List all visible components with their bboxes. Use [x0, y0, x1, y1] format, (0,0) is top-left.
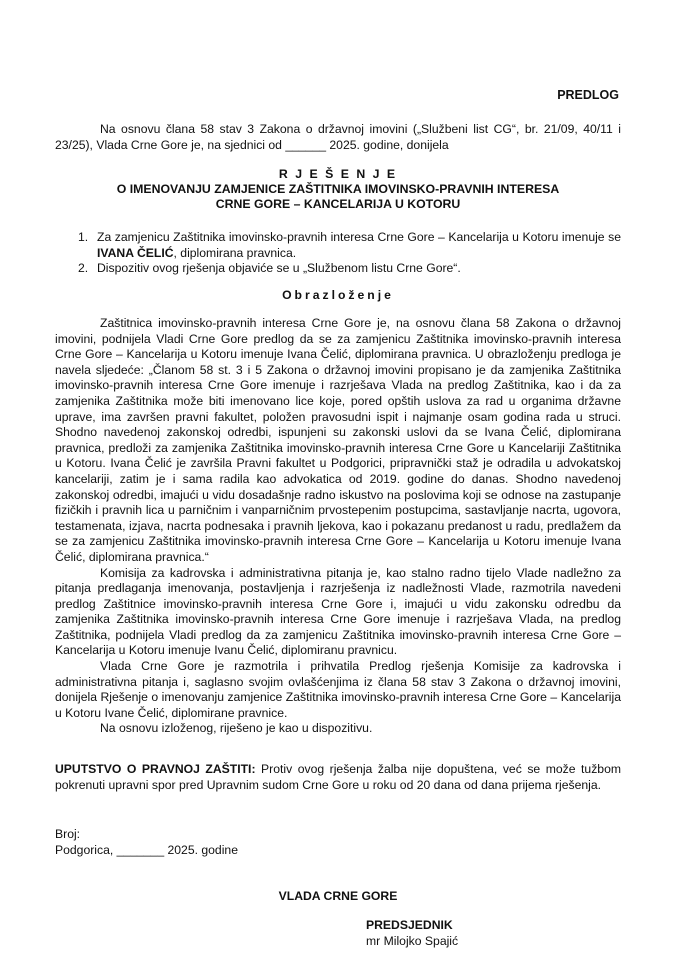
legal-remedy-text: Protiv ovog rješenja žalba nije dopuštena, već se može tužbom pokrenuti upravni spor pred Upravnim sudom Crne Gore u roku od 20 dana od dana prijema rješenja. [55, 762, 621, 792]
decision-title-line1: R J E Š E N J E [278, 167, 398, 181]
president-title: PREDSJEDNIK [366, 918, 453, 932]
reference-block [55, 827, 238, 858]
proposal-label: PREDLOG [557, 88, 619, 102]
place-and-date: Podgorica, _______ 2025. godine [55, 842, 238, 857]
legal-remedy-paragraph [55, 762, 621, 793]
dispositive-item-text: Dispozitiv ovog rješenja objaviće se u „Službenom listu Crne Gore“. [97, 261, 461, 276]
dispositive-item-1 [78, 230, 621, 261]
decision-title [55, 167, 621, 212]
decision-title-line3: CRNE GORE – KANCELARIJA U KOTORU [215, 197, 461, 211]
appointee-name: IVANA ČELIĆ [97, 245, 174, 260]
decision-title-line2: O IMENOVANJU ZAMJENICE ZAŠTITNIKA IMOVINSKO-PRAVNIH INTERESA [116, 182, 560, 196]
reasoning-paragraph: Zaštitnica imovinsko-pravnih interesa Crne Gore je, na osnovu člana 58 Zakona o državnoj imovini, podnijela Vladi Crne Gore predlog da se za zamjenicu Zaštitnika imovinsko-pravnih interesa Crne Gore – Kancelarija u Kotoru imenuje Ivana Čelić, diplomirana pravnica. U obrazloženju predloga je navela sljedeće: „Članom 58 st. 3 i 5 Zakona o državnoj imovini propisano je da zamjenika Zaštitnika imovinsko-pravnih interesa Crne Gore imenuje i razrješava Vlada na predlog Zaštitnika, kao i da za zamjenika Zaštitnika može biti imenovano lice koje, pored opštih uslova za rad u organima državne uprave, ima završen pravni fakultet, položen pravosudni ispit i najmanje osam godina rada u struci. Shodno navedenoj zakonskoj odredbi, ispunjeni su zakonski uslovi da se Ivana Čelić, diplomirana pravnica, predloži za zamjenika Zaštitnika imovinsko-pravnih interesa Crne Gore u Kancelariji Zaštitnika u Kotoru. Ivana Čelić je završila Pravni fakultet u Podgorici, pripravnički staž je odradila u advokatskoj kancelariji, zatim je i sama radila kao advokatica od 2019. godine do danas. Shodno navedenoj zakonskoj odredbi, imajući u vidu dosadašnje radno iskustvo na poslovima koji se odnose na zastupanje fizičkih i pravnih lica u parničnim i vanparničnim prvostepenim postupcima, sastavljanje nacrta, ugovora, testamenata, izjava, nacrta podnesaka i pravnih ljekova, kao i pokazanu predanost u radu, predlažem da se za zamjenicu Zaštitnika imovinsko-pravnih interesa Crne Gore – Kancelarija u Kotoru imenuje Ivana Čelić, diplomirana pravnica.“ [55, 316, 621, 564]
reasoning-body [55, 316, 621, 737]
legal-basis-paragraph: Na osnovu člana 58 stav 3 Zakona o državnoj imovini („Službeni list CG“, br. 21/09, 40/11 i 23/25), Vlada Crne Gore je, na sjednici od ______ 2025. godine, donijela [55, 122, 621, 152]
reasoning-paragraph: Komisija za kadrovska i administrativna pitanja je, kao stalno radno tijelo Vlade nadležno za pitanja predlaganja imenovanja, postavljenja i razrješenja iz nadležnosti Vlade, razmotrila navedeni predlog Zaštitnice imovinsko-pravnih interesa Crne Gore i, imajući u vidu zakonsku odredbu da zamjenika Zaštitnika imovinsko-pravnih interesa Crne Gore imenuje i razrješava Vlada, na predlog Zaštitnika, podnijela Vladi predlog da za zamjenicu Zaštitnika imovinsko-pravnih interesa Crne Gore – Kancelarija u Kotoru imenuje Ivanu Čelić, diplomiranu pravnicu. [55, 565, 621, 658]
dispositive-item-number: 2. [78, 261, 89, 276]
dispositive-item-number: 1. [78, 230, 89, 244]
government-signature: VLADA CRNE GORE [278, 889, 398, 903]
dispositive-item-text-end: , diplomirana pravnica. [173, 245, 297, 260]
reference-number: Broj: [55, 827, 81, 841]
dispositive-list [78, 230, 621, 277]
legal-remedy-label: UPUTSTVO O PRAVNOJ ZAŠTITI: [55, 762, 256, 776]
reasoning-paragraph: Na osnovu izloženog, riješeno je kao u dispozitivu. [100, 721, 373, 736]
reasoning-paragraph: Vlada Crne Gore je razmotrila i prihvatila Predlog rješenja Komisije za kadrovska i administrativna pitanja i, saglasno svojim ovlašćenjima iz člana 58 stav 3 Zakona o državnoj imovini, donijela Rješenje o imenovanju zamjenice Zaštitnika imovinsko-pravnih interesa Crne Gore – Kancelarija u Kotoru Ivane Čelić, diplomirane pravnice. [55, 659, 621, 720]
president-signature [366, 918, 458, 949]
reasoning-heading: Obrazloženje [282, 288, 394, 302]
dispositive-item-2 [78, 261, 621, 277]
dispositive-item-text: Za zamjenicu Zaštitnika imovinsko-pravnih interesa Crne Gore – Kancelarija u Kotoru imenuje se [97, 230, 621, 244]
president-name: mr Milojko Spajić [366, 933, 459, 948]
